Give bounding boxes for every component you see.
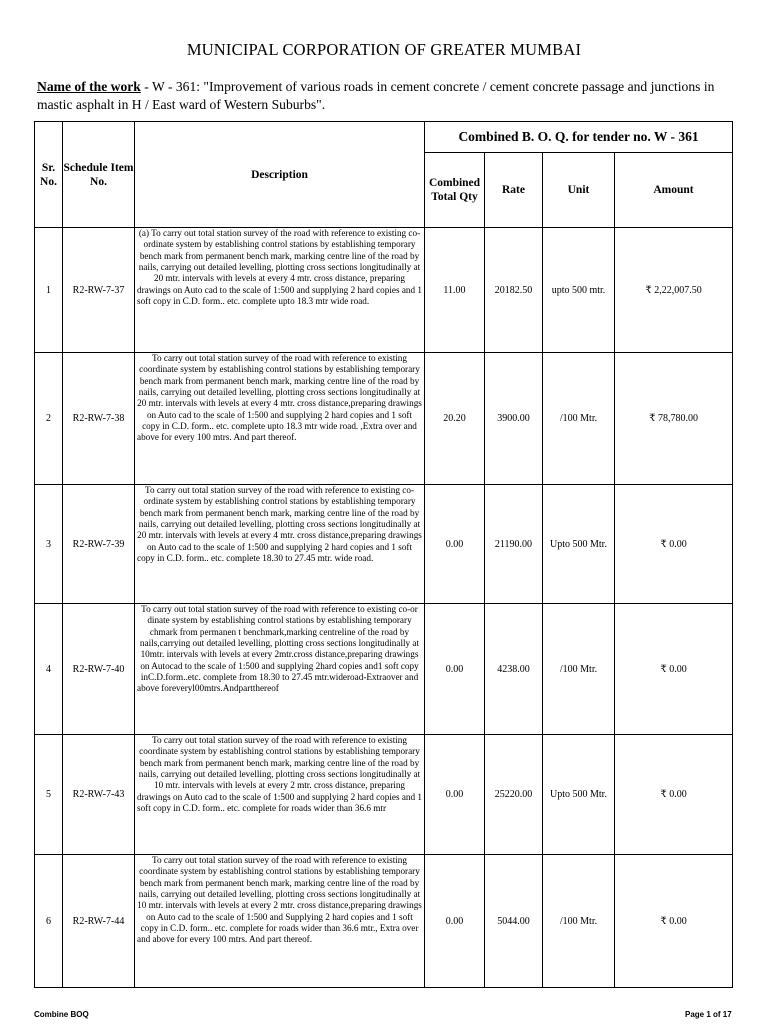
boq-table [34, 121, 733, 988]
header-amount: Amount [615, 153, 733, 228]
sr-cell: 2 [35, 353, 63, 485]
name-of-work [37, 78, 733, 114]
unit-cell: /100 Mtr. [543, 604, 615, 735]
amount-cell: ₹ 0.00 [615, 735, 733, 855]
label-of: of [74, 79, 86, 94]
unit-cell: /100 Mtr. [543, 353, 615, 485]
header-sr-no: Sr. No. [35, 122, 63, 228]
item-cell: R2-RW-7-39 [63, 485, 135, 604]
name-of-work-label [37, 79, 141, 94]
label-work: work [110, 79, 141, 94]
rate-cell: 25220.00 [485, 735, 543, 855]
qty-cell: 11.00 [425, 228, 485, 353]
footer-document-name: Combine BOQ [34, 1010, 89, 1019]
table-row [35, 485, 733, 604]
table-row [35, 353, 733, 485]
item-cell: R2-RW-7-38 [63, 353, 135, 485]
table-row [35, 735, 733, 855]
rate-cell: 5044.00 [485, 855, 543, 988]
document-title: MUNICIPAL CORPORATION OF GREATER MUMBAI [186, 40, 582, 59]
sr-cell: 3 [35, 485, 63, 604]
rate-cell: 20182.50 [485, 228, 543, 353]
item-cell: R2-RW-7-40 [63, 604, 135, 735]
table-row [35, 228, 733, 353]
sr-cell: 5 [35, 735, 63, 855]
qty-cell: 0.00 [425, 735, 485, 855]
table-row [35, 604, 733, 735]
description-cell: To carry out total station survey of the road with reference to existing co-ordinate system by establishing control stations by establishing temporary bench mark from permanent bench mark, marking centre line of the road by nails, carrying out detailed levelling, plotting cross sections longitudinally at 20 mtr. intervals with levels at every 4 mtr. cross distance,preparing drawings on Auto cad to the scale of 1:500 and supplying 2 hard copies and 1 soft copy in C.D. form.. etc. complete 18.30 to 27.45 mtr. wide road. [135, 485, 425, 604]
rate-cell: 21190.00 [485, 485, 543, 604]
description-cell: To carry out total station survey of the road with reference to existing co-or dinate system by establishing control stations by establishing temporary chmark from permanen t benchmark,marking centreline of the road by nails,carrying out detailed levelling, plotting cross sections longitudinally at 10mtr. intervals with levels at every 2mtr.cross distance,preparing drawings on Autocad to the scale of 1:500 and supplying 2hard copies and1 soft copy inC.D.form..etc. complete from 18.30 to 27.45 mtr.wideroad-Extraover and above foreveryl00mtrs.Andpartthereof [135, 604, 425, 735]
header-unit: Unit [543, 153, 615, 228]
label-name: Name [37, 79, 71, 94]
sr-cell: 6 [35, 855, 63, 988]
description-cell: To carry out total station survey of the road with reference to existing coordinate system by establishing control stations by establishing temporary bench mark from permanent bench mark, marking centre line of the road by nails, carrying out detailed levelling, plotting cross sections longitudinally at 20 mtr. intervals with levels at every 4 mtr. cross distance,preparing drawings on Auto cad to the scale of 1:500 and supplying 2 hard copies and 1 soft copy in C.D. form.. etc. complete upto 18.3 mtr wide road. ,Extra over and above for every 100 mtrs. And part thereof. [135, 353, 425, 485]
header-description: Description [135, 122, 425, 228]
amount-cell: ₹ 0.00 [615, 604, 733, 735]
description-cell: To carry out total station survey of the road with reference to existing coordinate system by establishing control stations by establishing temporary bench mark from permanent bench mark, marking centre line of the road by nails, carrying out detailed levelling, plotting cross sections longitudinally at 10 mtr. intervals with levels at every 2 mtr. cross distance, preparing drawings on Auto cad to the scale of 1:500 and supplying 2 hard copies and 1 soft copy in C.D. form.. etc. complete for roads wider than 36.6 mtr [135, 735, 425, 855]
label-the: the [89, 79, 108, 94]
item-cell: R2-RW-7-37 [63, 228, 135, 353]
header-row-1 [35, 122, 733, 153]
header-combined-qty: Combined Total Qty [425, 153, 485, 228]
unit-cell: upto 500 mtr. [543, 228, 615, 353]
amount-cell: ₹ 0.00 [615, 485, 733, 604]
unit-cell: Upto 500 Mtr. [543, 735, 615, 855]
amount-cell: ₹ 2,22,007.50 [615, 228, 733, 353]
amount-cell: ₹ 78,780.00 [615, 353, 733, 485]
header-rate: Rate [485, 153, 543, 228]
qty-cell: 0.00 [425, 485, 485, 604]
table-row [35, 855, 733, 988]
qty-cell: 20.20 [425, 353, 485, 485]
description-cell: (a) To carry out total station survey of the road with reference to existing co-ordinate system by establishing control stations by establishing temporary bench mark from permanent bench mark, marking centre line of the road by nails, carrying out detailed levelling, plotting cross sections longitudinally at 20 mtr. intervals with levels at every 4 mtr. cross distance, preparing drawings on Auto cad to the scale of 1:500 and supplying 2 hard copies and 1 soft copy in C.D. form.. etc. complete upto 18.3 mtr wide road. [135, 228, 425, 353]
header-schedule-item: Schedule Item No. [63, 122, 135, 228]
unit-cell: /100 Mtr. [543, 855, 615, 988]
sr-cell: 1 [35, 228, 63, 353]
amount-cell: ₹ 0.00 [615, 855, 733, 988]
sr-cell: 4 [35, 604, 63, 735]
rate-cell: 3900.00 [485, 353, 543, 485]
rate-cell: 4238.00 [485, 604, 543, 735]
footer-page-number: Page 1 of 17 [685, 1010, 732, 1019]
qty-cell: 0.00 [425, 855, 485, 988]
item-cell: R2-RW-7-44 [63, 855, 135, 988]
description-cell: To carry out total station survey of the road with reference to existing coordinate system by establishing control stations by establishing temporary bench mark from permanent bench mark, marking centre line of the road by nails, carrying out detailed levelling, plotting cross sections longitudinally at 10 mtr. intervals with levels at every 2 mtr. cross distance,preparing drawings on Auto cad to the scale of 1:500 and Supplying 2 hard copies and 1 soft copy in C.D. form.. etc. complete for roads wider than 36.6 mtr., Extra over and above for every 100 mtrs. And part thereof. [135, 855, 425, 988]
qty-cell: 0.00 [425, 604, 485, 735]
header-combined-boq: Combined B. O. Q. for tender no. W - 361 [425, 122, 733, 153]
item-cell: R2-RW-7-43 [63, 735, 135, 855]
unit-cell: Upto 500 Mtr. [543, 485, 615, 604]
name-of-work-text: - W - 361: "Improvement of various roads in cement concrete / cement concrete passage and junctions in mastic asphalt in H / East ward of Western Suburbs". [37, 79, 715, 112]
